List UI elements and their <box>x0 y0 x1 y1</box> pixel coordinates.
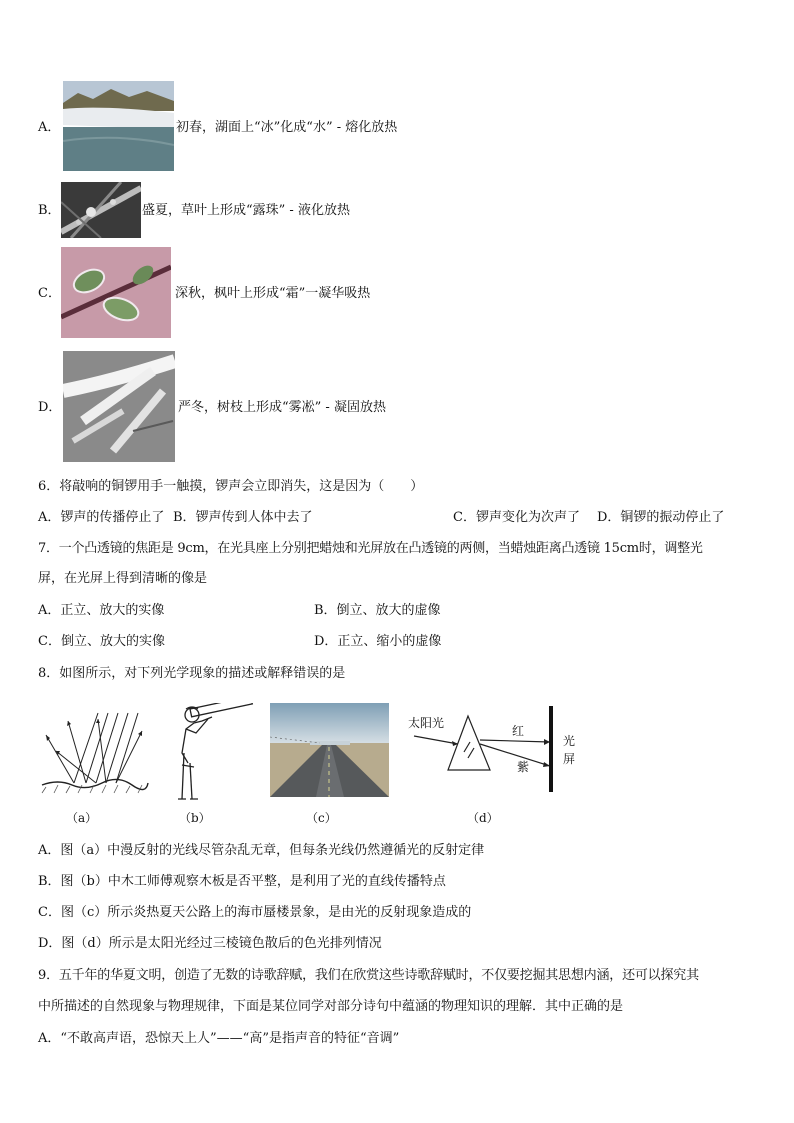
option-c-text: 深秋，枫叶上形成“霜”一凝华吸热 <box>175 286 371 301</box>
q6-option-b: B．锣声传到人体中去了 <box>173 510 313 525</box>
q7-option-a: A．正立、放大的实像 <box>38 603 165 618</box>
option-b-label: B． <box>38 203 61 218</box>
figure-c-caption: （c） <box>306 811 337 825</box>
purple-label: 紫 <box>517 760 530 774</box>
q6-option-a: A．锣声的传播停止了 <box>38 510 165 525</box>
screen-label-2: 屏 <box>563 752 576 766</box>
rime-branch-photo <box>63 351 175 462</box>
q8-option-d: D．图（d）所示是太阳光经过三棱镜色散后的色光排列情况 <box>38 936 382 951</box>
figure-b-caption: （b） <box>179 811 211 825</box>
dew-photo <box>61 182 141 238</box>
q6-option-d: D．铜锣的振动停止了 <box>597 510 725 525</box>
q9-stem-line1: 9．五千年的华夏文明，创造了无数的诗歌辞赋，我们在欣赏这些诗歌辞赋时，不仅要挖掘其思想内涵，还可以探究其 <box>38 968 699 983</box>
q7-option-b: B．倒立、放大的虚像 <box>314 603 441 618</box>
red-label: 红 <box>512 724 525 738</box>
option-a-text: 初春，湖面上“冰”化成“水” - 熔化放热 <box>176 120 398 135</box>
frost-leaf-photo <box>61 247 171 338</box>
q6-option-c: C．锣声变化为次声了 <box>453 510 580 525</box>
screen-label-1: 光 <box>563 734 576 748</box>
option-c-label: C． <box>38 286 61 301</box>
q7-option-d: D．正立、缩小的虚像 <box>314 634 442 649</box>
figure-a-diffuse-reflection <box>38 705 150 795</box>
option-d-text: 严冬，树枝上形成“雾凇” - 凝固放热 <box>178 400 386 415</box>
q9-option-a: A．“不敢高声语，恐惊天上人”——“高”是指声音的特征“音调” <box>38 1031 400 1046</box>
option-d-label: D． <box>38 400 62 415</box>
q8-option-b: B．图（b）中木工师傅观察木板是否平整，是利用了光的直线传播特点 <box>38 874 446 889</box>
figure-a-caption: （a） <box>66 811 98 825</box>
option-b-text: 盛夏，草叶上形成“露珠” - 液化放热 <box>142 203 350 218</box>
lake-ice-photo <box>63 81 174 171</box>
q6-stem: 6．将敲响的铜锣用手一触摸，锣声会立即消失，这是因为（ ） <box>38 479 424 494</box>
q8-option-a: A．图（a）中漫反射的光线尽管杂乱无章，但每条光线仍然遵循光的反射定律 <box>38 843 485 858</box>
figure-b-carpenter <box>168 703 256 803</box>
q9-stem-line2: 中所描述的自然现象与物理规律，下面是某位同学对部分诗句中蕴涵的物理知识的理解．其中正确的是 <box>38 999 624 1014</box>
figure-c-road-mirage <box>270 703 389 797</box>
q8-stem: 8．如图所示，对下列光学现象的描述或解释错误的是 <box>38 666 346 681</box>
figure-d-caption: （d） <box>467 811 499 825</box>
q7-stem-line2: 屏，在光屏上得到清晰的像是 <box>38 571 208 586</box>
q7-stem-line1: 7．一个凸透镜的焦距是 9cm，在光具座上分别把蜡烛和光屏放在凸透镜的两侧，当蜡烛距离凸透镜 15cm时，调整光 <box>38 541 703 556</box>
q7-option-c: C．倒立、放大的实像 <box>38 634 165 649</box>
sunlight-label: 太阳光 <box>408 716 445 730</box>
option-a-label: A． <box>38 120 61 135</box>
q8-option-c: C．图（c）所示炎热夏天公路上的海市蜃楼景象，是由光的反射现象造成的 <box>38 905 472 920</box>
